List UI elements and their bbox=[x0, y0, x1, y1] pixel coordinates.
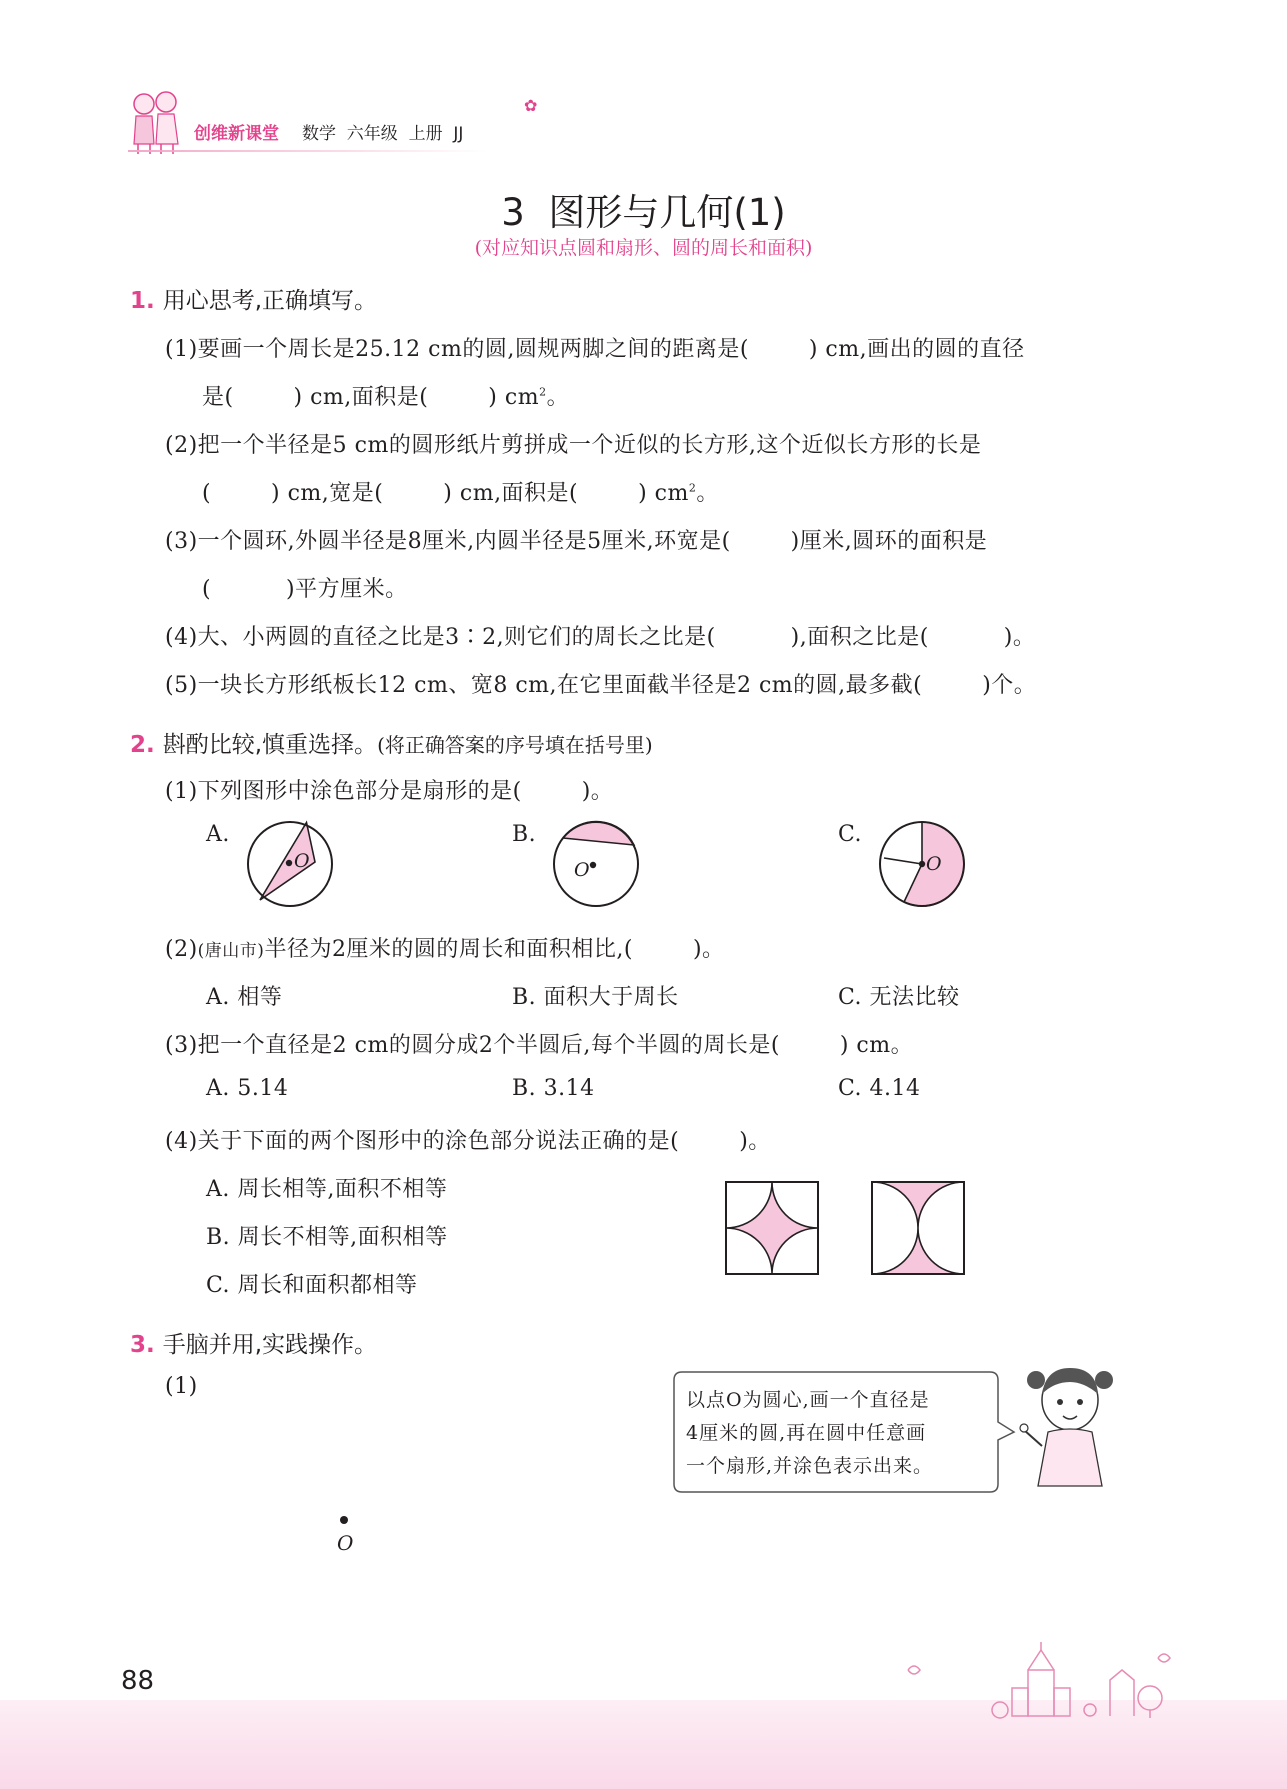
s1-q1-line2-text: 是( ) cm,面积是( ) cm bbox=[202, 385, 540, 410]
superscript: 2 bbox=[688, 481, 697, 495]
section-2-heading bbox=[130, 726, 653, 759]
s2-q3: (3)把一个直径是2 cm的圆分成2个半圆后,每个半圆的周长是( ) cm。 bbox=[165, 1033, 914, 1058]
s2-q4-option-b: B. 周长不相等,面积相等 bbox=[206, 1225, 448, 1250]
section-title: 手脑并用,实践操作。 bbox=[162, 1332, 378, 1358]
s1-q3-line1: (3)一个圆环,外圆半径是8厘米,内圆半径是5厘米,环宽是( )厘米,圆环的面积是 bbox=[165, 529, 988, 554]
section-title: 用心思考,正确填写。 bbox=[162, 288, 378, 314]
center-point bbox=[590, 862, 596, 868]
speech-bubble-text bbox=[686, 1384, 933, 1483]
circle-figure-b bbox=[550, 818, 642, 910]
header-brand: 创维新课堂 bbox=[194, 124, 279, 144]
header-butterfly-icon: ✿ bbox=[524, 96, 538, 115]
s2-q4: (4)关于下面的两个图形中的涂色部分说法正确的是( )。 bbox=[165, 1129, 771, 1154]
s1-q2-line2 bbox=[202, 476, 719, 507]
s2-q1-option-c: C. bbox=[838, 822, 863, 847]
s2-q3-option-c: C. 4.14 bbox=[838, 1076, 921, 1101]
center-label: O bbox=[926, 853, 942, 875]
s2-q2 bbox=[165, 932, 725, 963]
s3-q1: (1) bbox=[165, 1374, 198, 1399]
section-number: 3. bbox=[130, 1332, 155, 1358]
s2-q4-option-c: C. 周长和面积都相等 bbox=[206, 1273, 418, 1298]
period: 。 bbox=[546, 385, 570, 410]
girl-illustration bbox=[1018, 1360, 1122, 1488]
s2-q2-option-c: C. 无法比较 bbox=[838, 985, 960, 1010]
s2-q2-option-a: A. 相等 bbox=[206, 985, 283, 1010]
bubble-line: 以点O为圆心,画一个直径是 bbox=[686, 1389, 930, 1411]
square-figure-hourglass bbox=[870, 1180, 966, 1276]
header-kids-illustration bbox=[126, 86, 184, 156]
s2-q3-option-b: B. 3.14 bbox=[512, 1076, 595, 1101]
square-figure-star bbox=[724, 1180, 820, 1276]
s1-q4: (4)大、小两圆的直径之比是3∶2,则它们的周长之比是( ),面积之比是( )。 bbox=[165, 625, 1036, 650]
bubble-line: 一个扇形,并涂色表示出来。 bbox=[686, 1455, 934, 1477]
center-label: O bbox=[294, 850, 310, 872]
s1-q2-line1: (2)把一个半径是5 cm的圆形纸片剪拼成一个近似的长方形,这个近似长方形的长是 bbox=[165, 433, 982, 458]
s1-q5: (5)一块长方形纸板长12 cm、宽8 cm,在它里面截半径是2 cm的圆,最多截( )个。 bbox=[165, 673, 1037, 698]
s2-q1-option-a: A. bbox=[206, 822, 230, 847]
header-book-info: 数学 六年级 上册 JJ bbox=[302, 124, 464, 144]
header-underline bbox=[128, 150, 488, 152]
bubble-line: 4厘米的圆,再在圆中任意画 bbox=[686, 1422, 927, 1444]
section-1-heading bbox=[130, 282, 377, 315]
s2-q4-option-a: A. 周长相等,面积不相等 bbox=[206, 1177, 448, 1202]
s1-q1-line2 bbox=[202, 380, 569, 411]
period: 。 bbox=[696, 481, 719, 506]
point-marker bbox=[340, 1516, 348, 1524]
circle-figure-a bbox=[244, 818, 336, 910]
circle-figure-c bbox=[876, 818, 968, 910]
section-hint: (将正确答案的序号填在括号里) bbox=[377, 733, 653, 757]
s2-q1: (1)下列图形中涂色部分是扇形的是( )。 bbox=[165, 779, 614, 804]
point-o bbox=[330, 1512, 360, 1558]
point-label: O bbox=[337, 1531, 354, 1555]
page-title: 3 图形与几何(1) bbox=[501, 191, 786, 234]
page-number: 88 bbox=[121, 1666, 155, 1696]
section-title: 斟酌比较,慎重选择。 bbox=[162, 732, 378, 758]
section-number: 2. bbox=[130, 732, 155, 758]
page-subtitle: (对应知识点圆和扇形、圆的周长和面积) bbox=[474, 237, 813, 259]
section-3-heading bbox=[130, 1326, 377, 1359]
s1-q3-line2: ( )平方厘米。 bbox=[202, 577, 408, 602]
s2-q2-tag: (唐山市) bbox=[197, 941, 265, 961]
superscript: 2 bbox=[539, 385, 547, 399]
s2-q2-text: 半径为2厘米的圆的周长和面积相比,( )。 bbox=[264, 937, 725, 962]
s2-q2-prefix: (2) bbox=[165, 937, 198, 962]
s2-q1-option-b: B. bbox=[512, 822, 537, 847]
s2-q2-option-b: B. 面积大于周长 bbox=[512, 985, 679, 1010]
s2-q3-option-a: A. 5.14 bbox=[206, 1076, 289, 1101]
center-label: O bbox=[574, 859, 590, 881]
s1-q1-line1: (1)要画一个周长是25.12 cm的圆,圆规两脚之间的距离是( ) cm,画出的圆的直径 bbox=[165, 337, 1025, 362]
s1-q2-line2-text: ( ) cm,宽是( ) cm,面积是( ) cm bbox=[202, 481, 689, 506]
center-point bbox=[286, 860, 292, 866]
center-point bbox=[919, 861, 925, 867]
footer-castle-decoration bbox=[880, 1640, 1180, 1720]
section-number: 1. bbox=[130, 288, 155, 314]
